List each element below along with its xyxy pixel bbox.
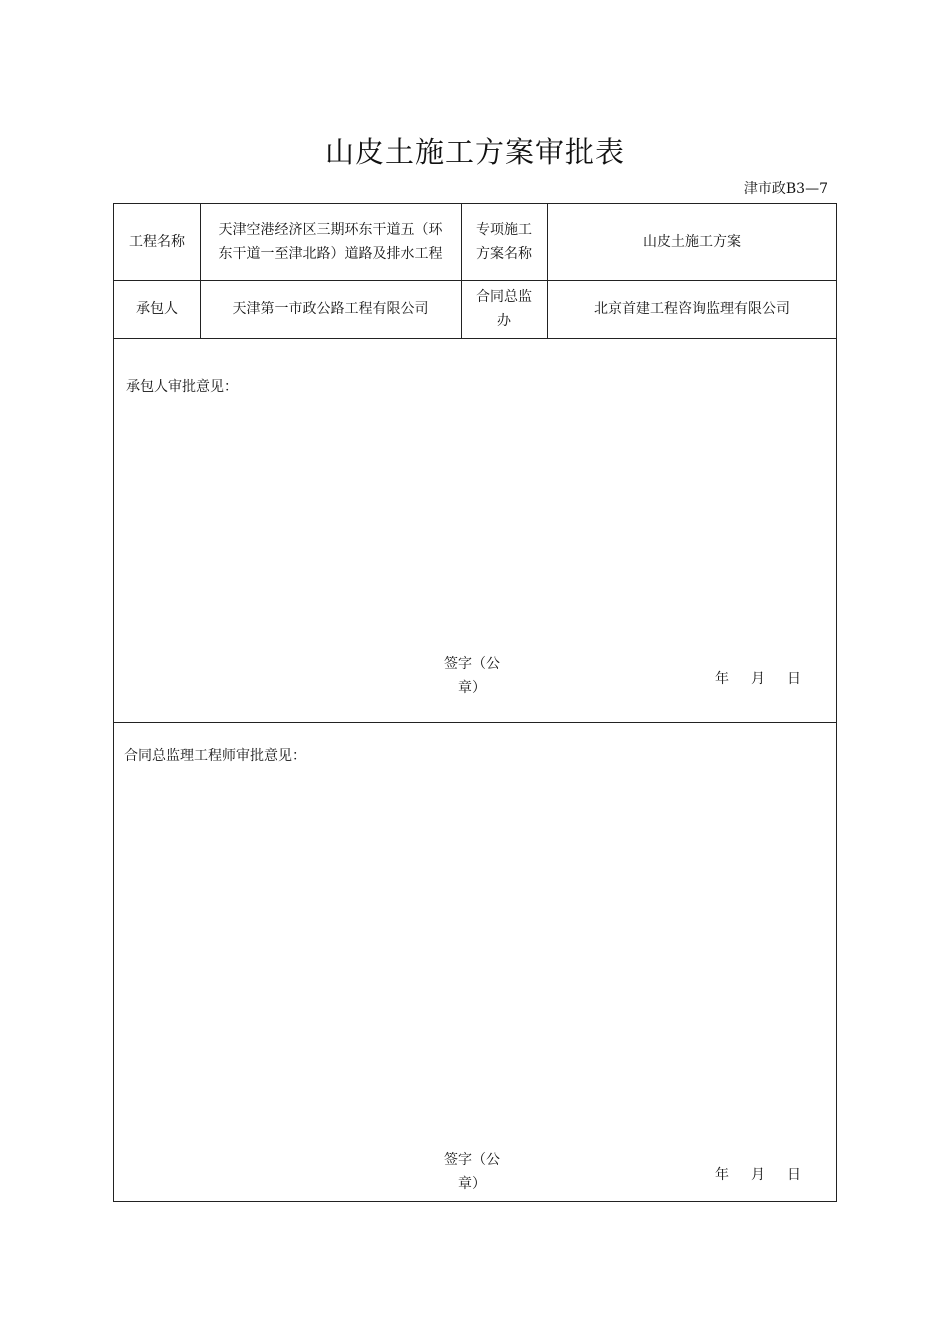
contractor-opinion-label: 承包人审批意见： [126, 379, 238, 395]
row-divider [114, 722, 836, 723]
year-label: 年 [715, 1167, 729, 1183]
contractor-date [715, 668, 801, 688]
contractor-label: 承包人 [136, 301, 178, 317]
approval-form-table [113, 203, 837, 1202]
supervisor-value: 北京首建工程咨询监理有限公司 [594, 301, 790, 317]
month-label: 月 [751, 1167, 765, 1183]
day-label: 日 [787, 1167, 801, 1183]
plan-name-value: 山皮土施工方案 [643, 234, 741, 250]
contractor-signature-label: 签字（公章） [444, 656, 500, 696]
form-code: 津市政B3—7 [743, 181, 828, 197]
engineer-date [715, 1164, 801, 1184]
project-name-label: 工程名称 [129, 234, 185, 250]
engineer-opinion-label: 合同总监理工程师审批意见： [124, 748, 306, 764]
row-divider [114, 338, 836, 339]
project-name-value: 天津空港经济区三期环东干道五（环东干道一至津北路）道路及排水工程 [218, 222, 443, 262]
plan-name-label: 专项施工方案名称 [476, 222, 532, 262]
day-label: 日 [787, 671, 801, 687]
page-title: 山皮土施工方案审批表 [324, 135, 625, 169]
month-label: 月 [751, 671, 765, 687]
engineer-signature-label: 签字（公章） [444, 1152, 500, 1192]
year-label: 年 [715, 671, 729, 687]
contractor-value: 天津第一市政公路工程有限公司 [232, 301, 429, 317]
supervisor-label: 合同总监办 [476, 289, 532, 329]
